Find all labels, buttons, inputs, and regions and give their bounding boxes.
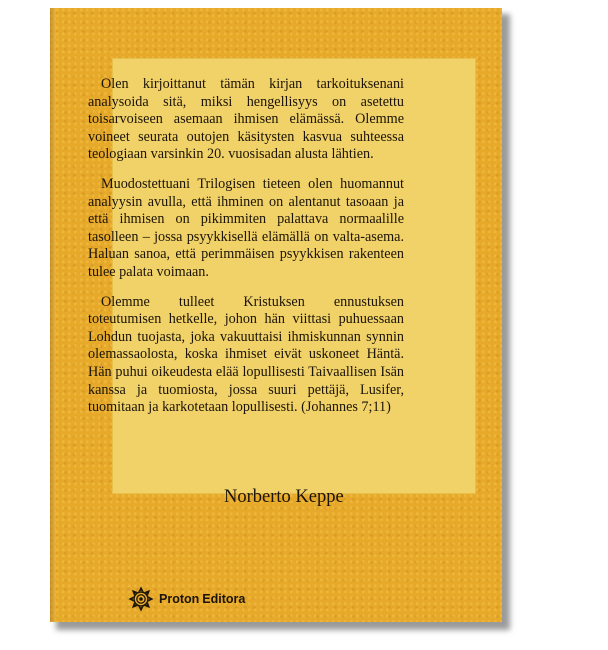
blurb-text xyxy=(88,76,404,429)
publisher-logo xyxy=(127,583,245,615)
publisher-sub: Editora xyxy=(202,592,246,606)
publisher-brand: Proton xyxy=(159,592,200,606)
paragraph-3: Olemme tulleet Kristuksen ennustuksen toteutumisen hetkelle, johon hän viittasi puhuessaan Lohdun tuojasta, joka vakuuttaisi ihmiskunnan synnin olemassaolosta, koska ihmiset eivät uskoneet Häntä. Hän puhui oikeudesta elää lopullisesti Taivaallisen Isän kanssa ja tuomiosta, jossa suuri pettäjä, Lusifer, tuomitaan ja karkotetaan lopullisesti. (Johannes 7;11) xyxy=(88,293,404,416)
author-name: Norberto Keppe xyxy=(224,487,344,507)
spiral-flower-icon xyxy=(127,585,155,613)
paragraph-2: Muodostettuani Trilogisen tieteen olen huomannut analyysin avulla, että ihminen on alentanut tasoaan ja että ihmisen on pikimmiten palattava normaalille tasolleen – jossa psyykkisellä elämällä on valta-asema. Haluan sanoa, että perimmäisen psyykkisen rakenteen tulee palata voimaan. xyxy=(88,175,404,280)
publisher-name xyxy=(159,592,245,606)
paragraph-1: Olen kirjoittanut tämän kirjan tarkoituksenani analysoida sitä, miksi hengellisyys on asetettu toisarvoiseen asemaan ihmisen elämässä. Olemme voineet seurata outojen käsitysten kasvua suhteessa teologiaan varsinkin 20. vuosisadan alusta lähtien. xyxy=(88,76,404,163)
book-spine xyxy=(50,8,56,622)
